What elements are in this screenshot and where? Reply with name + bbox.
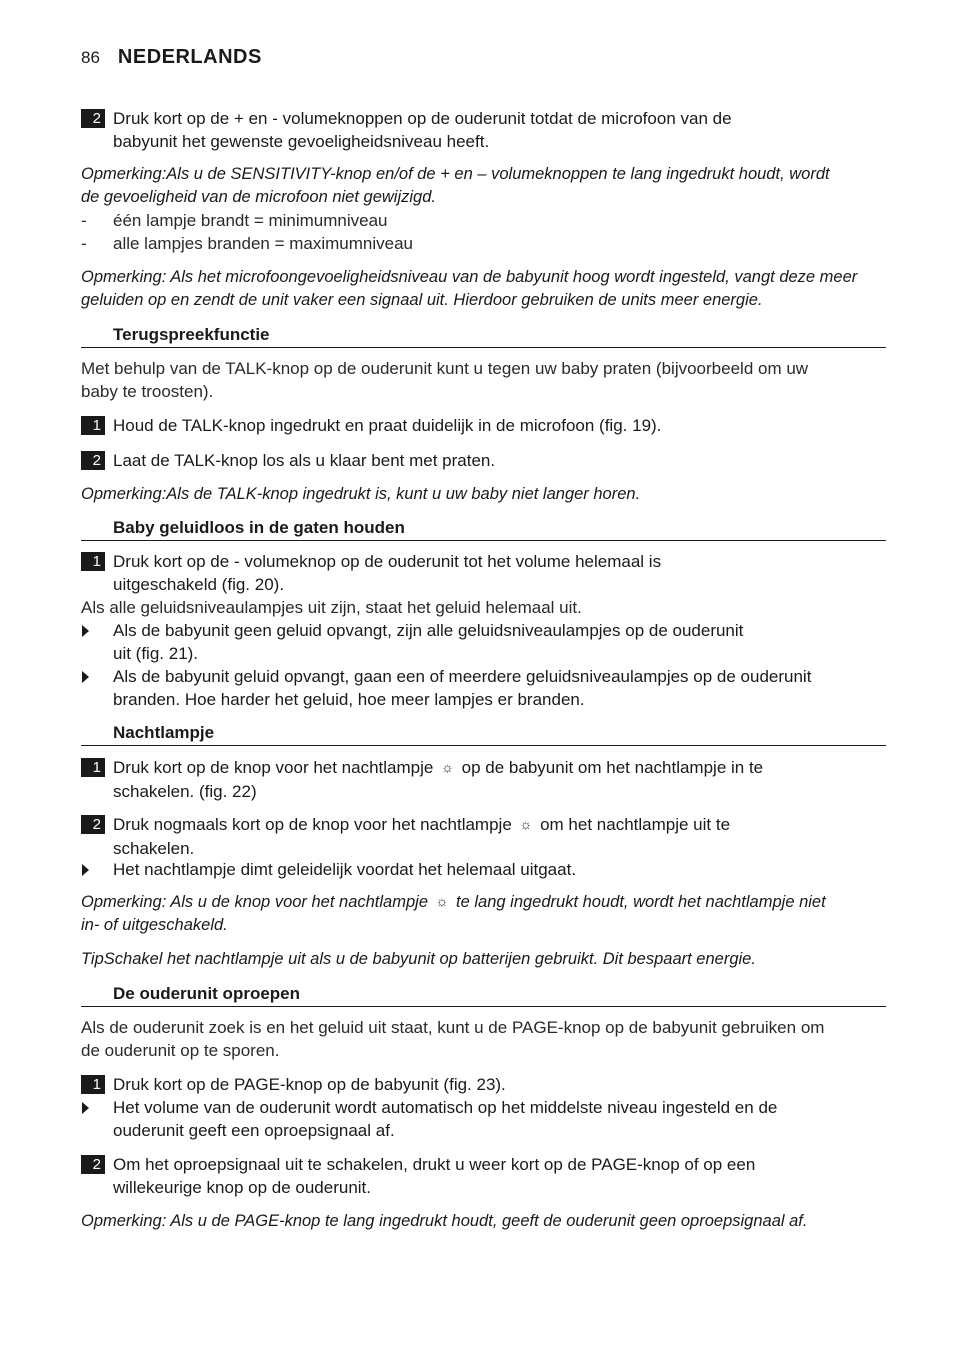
note-energy [81,266,886,312]
intro-line: Met behulp van de TALK-knop op de ouderunit kunt u tegen uw baby praten (bijvoorbeeld om uw [81,359,809,378]
bullet-line: branden. Hoe harder het geluid, hoe meer lampjes er branden. [113,690,585,709]
step-number-badge: 1 [81,1075,105,1094]
page-result [81,1096,918,1142]
nightlight-sun-icon: ☼ [519,816,533,832]
bullet-line: Als de babyunit geluid opvangt, gaan een of meerdere geluidsniveaulampjes op de ouderunit [113,667,812,686]
dash-mark: - [81,234,87,253]
step-text-line: babyunit het gewenste gevoeligheidsniveau heeft. [113,132,490,151]
bullet-line: Als de babyunit geen geluid opvangt, zijn alle geluidsniveaulampjes op de ouderunit [113,621,744,640]
step-text-part: Druk nogmaals kort op de knop voor het nachtlampje [113,815,512,834]
step-text-line: willekeurige knop op de ouderunit. [113,1178,372,1197]
section-heading-mute: Baby geluidloos in de gaten houden [81,517,886,541]
dash-item-min [81,209,918,232]
tip-line: TipSchakel het nachtlampje uit als u de babyunit op batterijen gebruikt. Dit bespaart energie. [81,950,756,968]
step-number-badge: 2 [81,1155,105,1174]
intro-line: Als de ouderunit zoek is en het geluid uit staat, kunt u de PAGE-knop op de babyunit gebruiken om [81,1018,825,1037]
step-text-part: Druk kort op de knop voor het nachtlampje [113,758,434,777]
step-talk-1 [81,414,918,437]
step-page-1 [81,1073,918,1096]
dash-text: alle lampjes branden = maximumniveau [113,234,414,253]
step-night-2 [81,813,918,860]
step-number-badge: 2 [81,815,105,834]
page-intro [81,1016,886,1062]
dash-text: één lampje brandt = minimumniveau [113,211,388,230]
nightlight-sun-icon: ☼ [435,893,449,909]
note-line: de gevoeligheid van de microfoon niet gewijzigd. [81,188,436,206]
dash-item-max [81,232,918,255]
note-line: Opmerking:Als de TALK-knop ingedrukt is, kunt u uw baby niet langer horen. [81,485,641,503]
intro-line: de ouderunit op te sporen. [81,1041,280,1060]
step-text-line [113,756,918,780]
step-text-line: uitgeschakeld (fig. 20). [113,575,285,594]
step-number-badge: 2 [81,109,105,128]
step-number-badge: 1 [81,758,105,777]
step-sensitivity [81,107,918,153]
note-nightlight [81,891,886,937]
page-number: 86 [81,48,100,67]
note-line: Opmerking: Als het microfoongevoeligheidsniveau van de babyunit hoog wordt ingesteld, vangt deze meer [81,268,858,286]
note-line [81,891,886,914]
note-sensitivity [81,163,886,209]
result-bullet-arrow [82,625,89,637]
section-heading-page: De ouderunit oproepen [81,983,886,1007]
note-talk [81,483,886,506]
step-number-badge: 2 [81,451,105,470]
mute-result-1 [81,619,918,665]
step-text-line: Houd de TALK-knop ingedrukt en praat duidelijk in de microfoon (fig. 19). [113,416,662,435]
section-heading-nightlight: Nachtlampje [81,722,886,746]
step-text-line: Druk kort op de - volumeknop op de ouderunit tot het volume helemaal is [113,552,662,571]
step-text-line [113,813,918,837]
bullet-line: Het nachtlampje dimt geleidelijk voordat het helemaal uitgaat. [113,860,577,879]
talk-intro [81,357,886,403]
bullet-line: Het volume van de ouderunit wordt automatisch op het middelste niveau ingesteld en de [113,1098,778,1117]
step-text-line: Om het oproepsignaal uit te schakelen, drukt u weer kort op de PAGE-knop of op een [113,1155,756,1174]
intro-line: baby te troosten). [81,382,214,401]
note-text-part: Opmerking: Als u de knop voor het nachtlampje [81,893,428,911]
mute-info [81,596,886,619]
step-talk-2 [81,449,918,472]
note-line: in- of uitgeschakeld. [81,916,228,934]
result-bullet-arrow [82,671,89,683]
note-text-part: te lang ingedrukt houdt, wordt het nachtlampje niet [456,893,826,911]
night-result [81,858,918,881]
note-page [81,1210,886,1233]
step-text-line: schakelen. [113,839,195,858]
nightlight-sun-icon: ☼ [441,759,454,775]
step-number-badge: 1 [81,416,105,435]
info-line: Als alle geluidsniveaulampjes uit zijn, staat het geluid helemaal uit. [81,598,582,617]
step-text-line: schakelen. (fig. 22) [113,782,257,801]
step-text-line: Druk kort op de PAGE-knop op de babyunit (fig. 23). [113,1075,506,1094]
note-line: geluiden op en zendt de unit vaker een signaal uit. Hierdoor gebruiken de units meer energie. [81,291,763,309]
step-mute-1 [81,550,918,596]
dash-mark: - [81,211,87,230]
mute-result-2 [81,665,918,711]
step-number-badge: 1 [81,552,105,571]
tip-nightlight [81,948,886,971]
section-language-title: NEDERLANDS [117,46,262,68]
step-text-line: Laat de TALK-knop los als u klaar bent met praten. [113,451,496,470]
page-header [81,46,262,69]
bullet-line: ouderunit geeft een oproepsignaal af. [113,1121,395,1140]
step-text-line: Druk kort op de + en - volumeknoppen op de ouderunit totdat de microfoon van de [113,109,732,128]
result-bullet-arrow [82,864,89,876]
step-night-1 [81,756,918,803]
bullet-line: uit (fig. 21). [113,644,199,663]
result-bullet-arrow [82,1102,89,1114]
note-line: Opmerking: Als u de PAGE-knop te lang ingedrukt houdt, geeft de ouderunit geen oproepsignaal af. [81,1212,808,1230]
step-page-2 [81,1153,918,1199]
note-line: Opmerking:Als u de SENSITIVITY-knop en/of de + en – volumeknoppen te lang ingedrukt houdt, wordt [81,165,830,183]
section-heading-talk: Terugspreekfunctie [81,324,886,348]
step-text-part: om het nachtlampje uit te [540,815,731,834]
step-text-part: op de babyunit om het nachtlampje in te [461,758,764,777]
